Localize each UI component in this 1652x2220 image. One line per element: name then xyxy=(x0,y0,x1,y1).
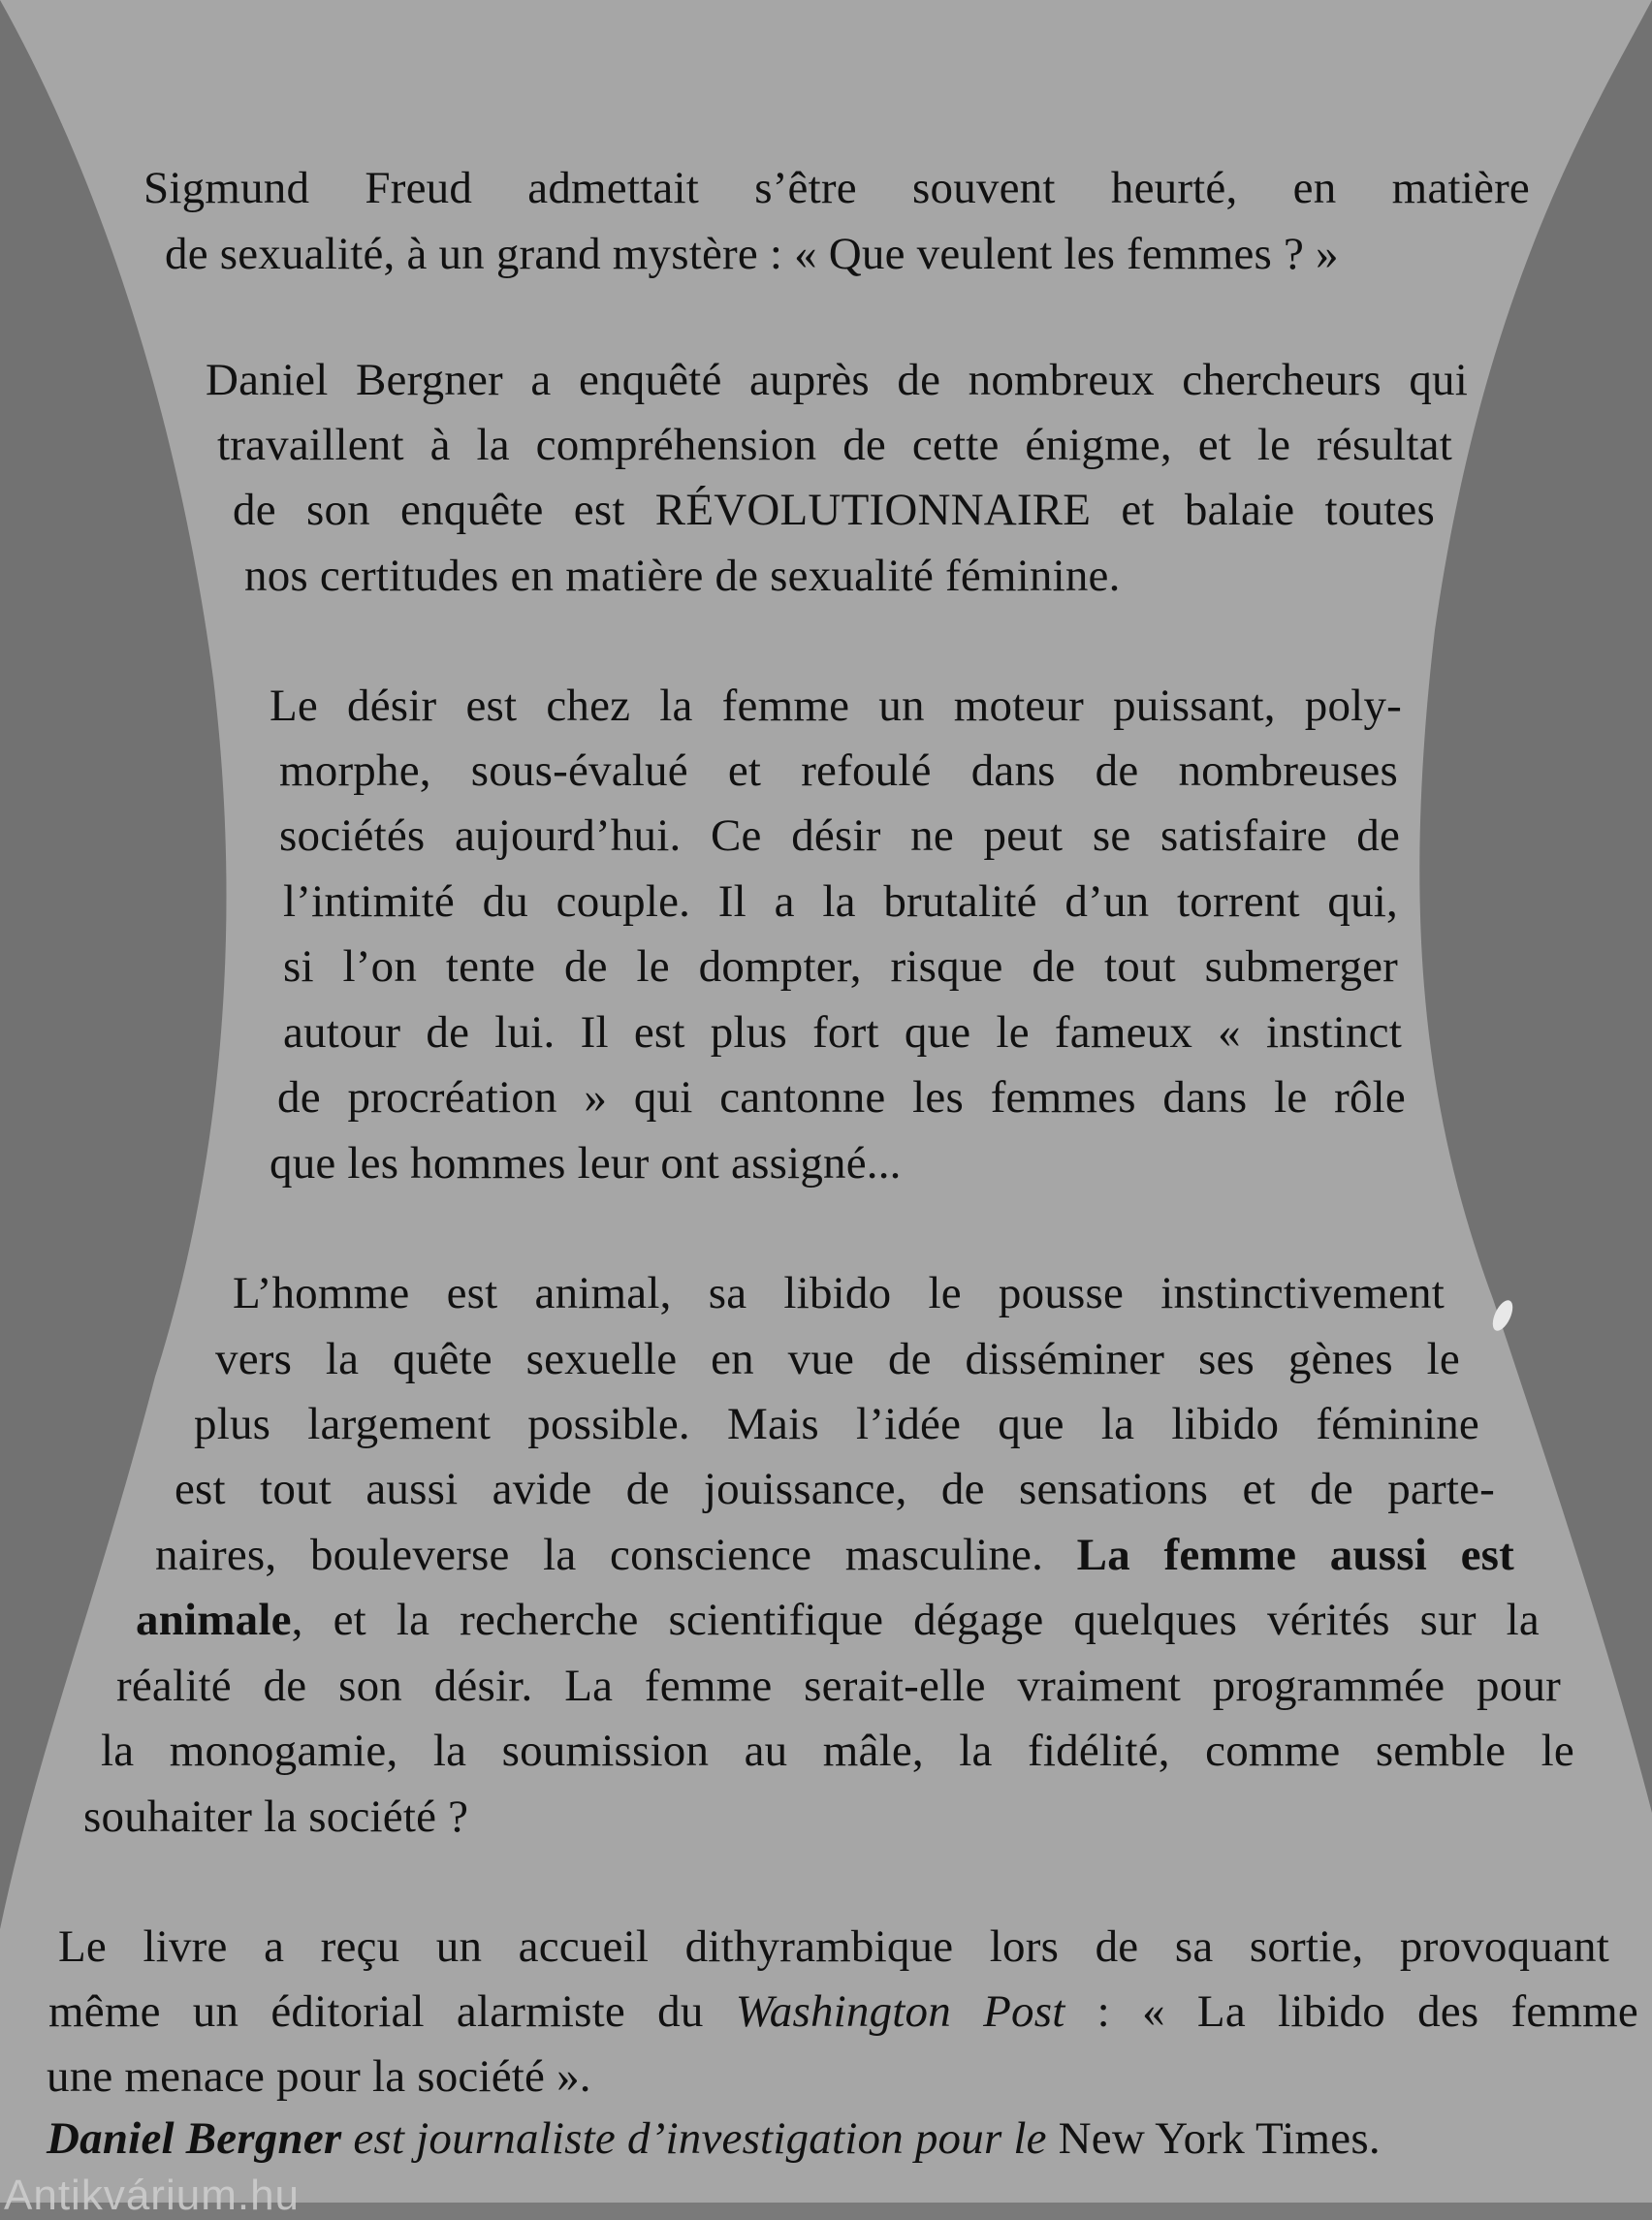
author-note: Daniel Bergner est journaliste d’investigation pour le New York Times. xyxy=(47,2113,1381,2164)
paragraph-4-line-5: naires, bouleverse la conscience masculine. La femme aussi est xyxy=(155,1530,1514,1580)
paragraph-3-line-8: que les hommes leur ont assigné... xyxy=(270,1138,902,1189)
paragraph-1-line-1: Sigmund Freud admettait s’être souvent heurté, en matière xyxy=(143,163,1530,213)
paragraph-3-line-2: morphe, sous-évalué et refoulé dans de nombreuses xyxy=(279,745,1398,796)
paragraph-1-line-2: de sexualité, à un grand mystère : « Que veulent les femmes ? » xyxy=(165,229,1339,279)
washington-post-italic: Washington Post xyxy=(735,1986,1065,2037)
paragraph-3-line-4: l’intimité du couple. Il a la brutalité d’un torrent qui, xyxy=(283,876,1398,927)
paragraph-4-line-6: animale, et la recherche scientifique dégage quelques vérités sur la xyxy=(136,1595,1540,1645)
author-name: Daniel Bergner xyxy=(47,2113,342,2164)
paragraph-4-line-3: plus largement possible. Mais l’idée que la libido féminine xyxy=(194,1399,1479,1449)
paragraph-4-line-9: souhaiter la société ? xyxy=(83,1792,469,1842)
paragraph-4-line-4: est tout aussi avide de jouissance, de sensations et de parte- xyxy=(175,1464,1495,1514)
paragraph-3-line-3: sociétés aujourd’hui. Ce désir ne peut se satisfaire de xyxy=(279,810,1400,861)
paragraph-4-line-2: vers la quête sexuelle en vue de disséminer ses gènes le xyxy=(215,1334,1460,1384)
paragraph-5-line-1: Le livre a reçu un accueil dithyrambique lors de sa sortie, provoquant xyxy=(58,1921,1609,1972)
paragraph-2-line-1: Daniel Bergner a enquêté auprès de nombreux chercheurs qui xyxy=(206,355,1468,405)
paragraph-2-line-4: nos certitudes en matière de sexualité féminine. xyxy=(244,551,1121,601)
animale-bold: animale xyxy=(136,1595,292,1645)
newspaper-name: New York Times. xyxy=(1058,2113,1381,2164)
paragraph-3-line-5: si l’on tente de le dompter, risque de tout submerger xyxy=(283,941,1398,992)
paragraph-1 xyxy=(143,161,1530,279)
la-femme-aussi-est-bold: La femme aussi est xyxy=(1076,1530,1514,1580)
paragraph-4-line-7: réalité de son désir. La femme serait-elle vraiment programmée pour xyxy=(116,1661,1561,1711)
paragraph-5-line-3: une menace pour la société ». xyxy=(47,2051,591,2102)
paper-speck xyxy=(1489,1297,1517,1334)
paragraph-4-line-1: L’homme est animal, sa libido le pousse instinctivement xyxy=(233,1268,1445,1318)
watermark: Antikvárium.hu xyxy=(4,2172,301,2219)
paragraph-3-line-7: de procréation » qui cantonne les femmes dans le rôle xyxy=(277,1072,1406,1123)
paragraph-3-line-6: autour de lui. Il est plus fort que le fameux « instinct xyxy=(283,1007,1402,1058)
paragraph-3-line-1: Le désir est chez la femme un moteur puissant, poly- xyxy=(270,681,1402,731)
paragraph-2-line-3: de son enquête est RÉVOLUTIONNAIRE et balaie toutes xyxy=(233,485,1435,535)
paragraph-2-line-2: travaillent à la compréhension de cette énigme, et le résultat xyxy=(217,420,1452,470)
paragraph-5-line-2: même un éditorial alarmiste du Washington Post : « La libido des femme xyxy=(48,1986,1638,2037)
revolutionnaire-emphasis: RÉVOLUTIONNAIRE xyxy=(654,485,1092,535)
paragraph-4-line-8: la monogamie, la soumission au mâle, la fidélité, comme semble le xyxy=(101,1726,1574,1776)
